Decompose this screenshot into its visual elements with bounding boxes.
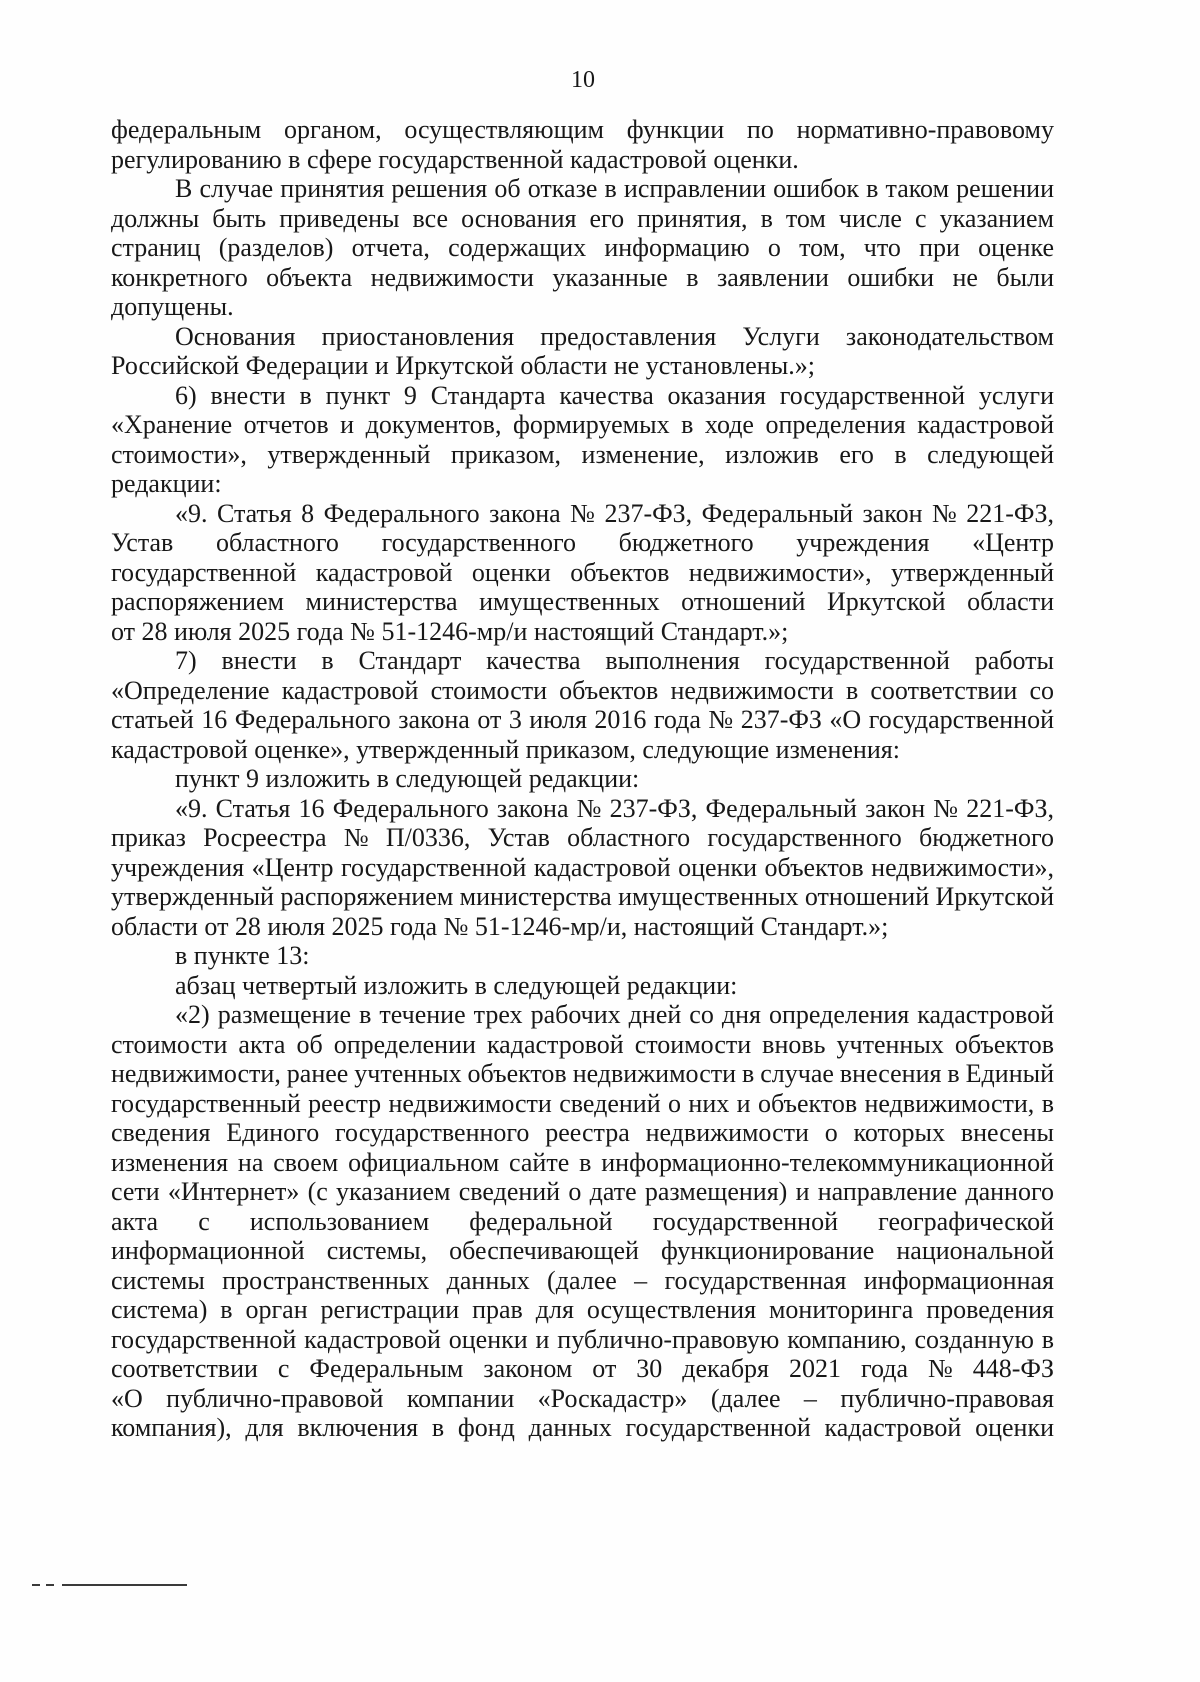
- text-line: «9. Статья 16 Федерального закона № 237-ФЗ, Федеральный закон № 221-ФЗ,: [175, 793, 1054, 823]
- text-line: федеральным органом, осуществляющим функции по нормативно-правовому: [111, 115, 1054, 144]
- text-line: приказ Росреестра № П/0336, Устав областного государственного бюджетного: [111, 823, 1054, 852]
- text-line: регулированию в сфере государственной кадастровой оценки.: [111, 144, 799, 174]
- text-line: государственный реестр недвижимости сведений о них и объектов недвижимости, в: [111, 1088, 1054, 1118]
- text-line: Российской Федерации и Иркутской области не установлены.»;: [111, 351, 815, 380]
- text-line: утвержденный распоряжением министерства имущественных отношений Иркутской: [111, 882, 1054, 911]
- paragraph: [111, 971, 1054, 1001]
- text-line: государственной кадастровой оценки объектов недвижимости», утвержденный: [111, 557, 1054, 587]
- text-line: соответствии с Федеральным законом от 30 декабря 2021 года № 448-ФЗ: [111, 1354, 1054, 1383]
- text-line: 6) внести в пункт 9 Стандарта качества оказания государственной услуги: [175, 380, 1054, 410]
- paragraph: [111, 115, 1054, 174]
- text-line: допущены.: [111, 292, 234, 321]
- text-line: государственной кадастровой оценки и публично-правовую компанию, созданную в: [111, 1324, 1054, 1354]
- text-line: изменения на своем официальном сайте в информационно-телекоммуникационной: [111, 1147, 1054, 1177]
- text-line: недвижимости, ранее учтенных объектов недвижимости в случае внесения в Единый: [111, 1059, 1054, 1088]
- text-line: области от 28 июля 2025 года № 51-1246-мр/и, настоящий Стандарт.»;: [111, 911, 889, 941]
- text-line: в пункте 13:: [175, 941, 310, 970]
- text-line: акта с использованием федеральной государственной географической: [111, 1206, 1054, 1236]
- text-line: стоимости акта об определении кадастровой стоимости вновь учтенных объектов: [111, 1029, 1054, 1059]
- text-line: должны быть приведены все основания его принятия, в том числе с указанием: [111, 203, 1054, 233]
- text-line: пункт 9 изложить в следующей редакции:: [175, 764, 640, 793]
- text-line: страниц (разделов) отчета, содержащих информацию о том, что при оценке: [111, 233, 1054, 262]
- document-body: [111, 115, 1054, 1443]
- text-line: системы пространственных данных (далее – государственная информационная: [111, 1265, 1054, 1295]
- text-line: 7) внести в Стандарт качества выполнения государственной работы: [175, 646, 1054, 675]
- paragraph: [111, 1000, 1054, 1443]
- text-line: распоряжением министерства имущественных отношений Иркутской области: [111, 587, 1054, 616]
- paragraph: [111, 322, 1054, 381]
- text-line: информационной системы, обеспечивающей функционирование национальной: [111, 1236, 1054, 1265]
- text-line: учреждения «Центр государственной кадастровой оценки объектов недвижимости»,: [111, 852, 1054, 882]
- text-line: кадастровой оценке», утвержденный приказом, следующие изменения:: [111, 734, 900, 764]
- paragraph: [111, 499, 1054, 647]
- paragraph: [111, 646, 1054, 764]
- text-line: сведения Единого государственного реестра недвижимости о которых внесены: [111, 1118, 1054, 1147]
- text-line: конкретного объекта недвижимости указанные в заявлении ошибки не были: [111, 262, 1054, 292]
- text-line: «9. Статья 8 Федерального закона № 237-ФЗ, Федеральный закон № 221-ФЗ,: [175, 498, 1054, 528]
- paragraph: [111, 941, 1054, 971]
- text-line: Основания приостановления предоставления Услуги законодательством: [175, 321, 1054, 351]
- text-line: абзац четвертый изложить в следующей редакции:: [175, 970, 738, 1000]
- text-line: стоимости», утвержденный приказом, изменение, изложив его в следующей: [111, 439, 1054, 469]
- text-line: «О публично-правовой компании «Роскадастр» (далее – публично-правовая: [111, 1383, 1054, 1413]
- text-line: «Определение кадастровой стоимости объектов недвижимости в соответствии со: [111, 675, 1054, 705]
- text-line: сети «Интернет» (с указанием сведений о дате размещения) и направление данного: [111, 1177, 1054, 1206]
- footer-rule: [32, 1584, 187, 1586]
- paragraph: [111, 174, 1054, 322]
- text-line: система) в орган регистрации прав для осуществления мониторинга проведения: [111, 1295, 1054, 1324]
- text-line: «Хранение отчетов и документов, формируемых в ходе определения кадастровой: [111, 410, 1054, 439]
- text-line: статьей 16 Федерального закона от 3 июля 2016 года № 237-ФЗ «О государственной: [111, 705, 1054, 734]
- text-line: «2) размещение в течение трех рабочих дней со дня определения кадастровой: [175, 1000, 1054, 1029]
- text-line: компания), для включения в фонд данных государственной кадастровой оценки: [111, 1413, 1054, 1442]
- paragraph: [111, 381, 1054, 499]
- paragraph: [111, 794, 1054, 942]
- text-line: В случае принятия решения об отказе в исправлении ошибок в таком решении: [175, 174, 1054, 203]
- text-line: Устав областного государственного бюджетного учреждения «Центр: [111, 528, 1054, 557]
- paragraph: [111, 764, 1054, 794]
- page-number: 10: [571, 67, 595, 93]
- text-line: редакции:: [111, 469, 222, 498]
- text-line: от 28 июля 2025 года № 51-1246-мр/и настоящий Стандарт.»;: [111, 616, 789, 646]
